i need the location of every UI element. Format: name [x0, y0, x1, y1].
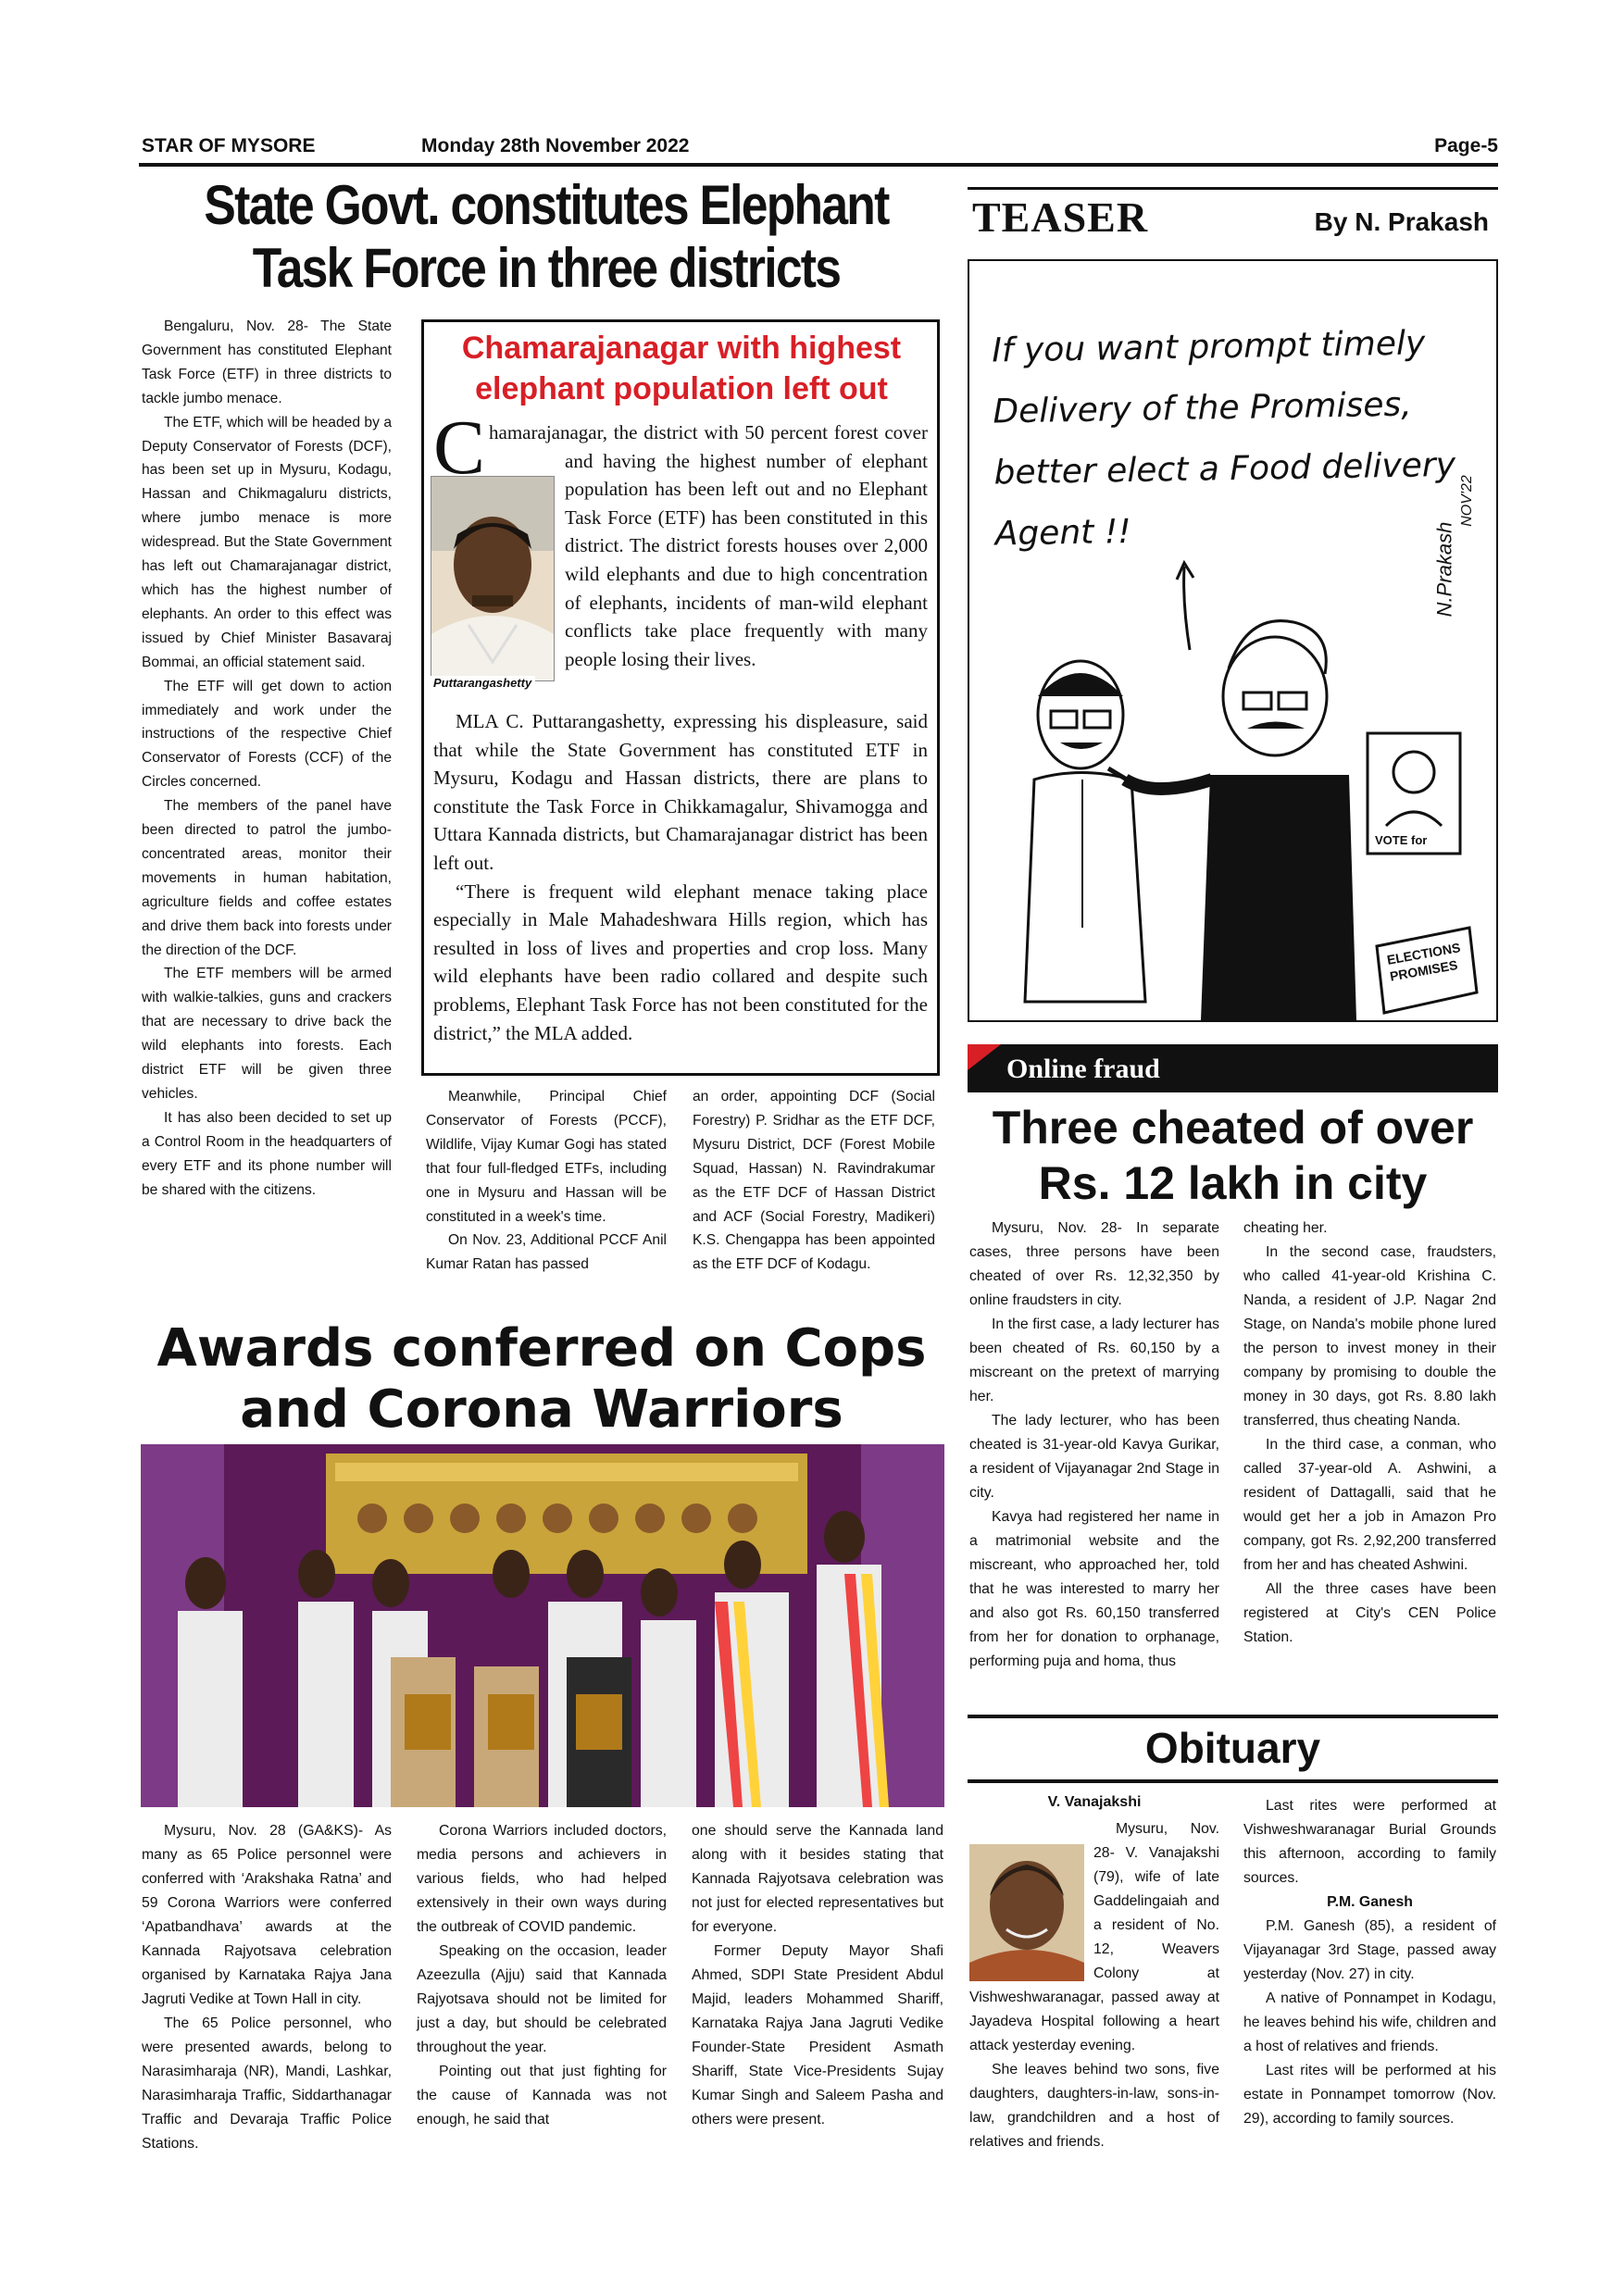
awards-photo: [141, 1444, 944, 1807]
fraud-paragraph: In the third case, a conman, who called 37-year-old A. Ashwini, a resident of Dattagalli, said that he would get her a job in Amazon Pro company, got Rs. 2,92,200 transferred from her and has cheated Ashwini.: [1243, 1437, 1496, 1573]
teaser-byline: By N. Prakash: [1314, 207, 1489, 236]
box-lead: hamarajanagar, the district with 50 percent forest cover and having the highest number of elephant population has been left out and no Elephant Task Force (ETF) has been constituted in this district. The district forests houses over 2,000 wild elephants and due to high concentration of elephants, incidents of man-wild elephant conflicts take place frequently with many people losing their lives.: [489, 421, 928, 670]
awards-paragraph: The 65 Police personnel, who were presented awards, belong to Narasimharaja (NR), Mandi, Lashkar, Narasimharaja Traffic, Siddarthanagar Traffic and Devaraja Traffic Police Stations.: [142, 2015, 392, 2152]
story-paragraph: On Nov. 23, Additional PCCF Anil Kumar Ratan has passed: [426, 1232, 667, 1273]
awards-column-1: [142, 1819, 392, 2156]
cartoon-drawing: [969, 261, 1496, 1020]
fraud-paragraph: All the three cases have been registered at City's CEN Police Station.: [1243, 1581, 1496, 1645]
obituary-paragraph: Mysuru, Nov. 28- V. Vanajakshi (79), wife of late Gaddelingaiah and a resident of No. 12, Weavers Colony at Vishweshwaranagar, passed away at Jayadeva Hospital following a heart attack yesterday evening.: [969, 1821, 1219, 2053]
fraud-column-2: [1243, 1217, 1496, 1650]
masthead: [142, 131, 1498, 163]
issue-date: Monday 28th November 2022: [421, 135, 690, 156]
story-paragraph: The ETF members will be armed with walkie-talkies, guns and crackers that are necessary to drive back the wild elephants into forests. Each district ETF will be given three vehicles.: [142, 966, 392, 1102]
online-fraud-label: Online fraud: [1006, 1054, 1160, 1084]
obituary-paragraph: Last rites will be performed at his estate in Ponnampet tomorrow (Nov. 29), according to family sources.: [1243, 2063, 1496, 2127]
fraud-paragraph: Mysuru, Nov. 28- In separate cases, three persons have been cheated of over Rs. 12,32,350 by online fraudsters in city.: [969, 1220, 1219, 1308]
obituary-rule-top: [968, 1715, 1498, 1718]
box-lead-text: [433, 405, 928, 1047]
awards-paragraph: Pointing out that just fighting for the cause of Kannada was not enough, he said that: [417, 2064, 667, 2128]
cartoon-signature: N.Prakash: [1432, 521, 1456, 618]
fraud-paragraph: The lady lecturer, who has been cheated is 31-year-old Kavya Gurikar, a resident of Vijayanagar 2nd Stage in city.: [969, 1413, 1219, 1501]
story-paragraph: The ETF will get down to action immediately and work under the instructions of the respective Chief Conservator of Forests (CCF) of the Circles concerned.: [142, 678, 392, 791]
paper-name: STAR OF MYSORE: [142, 135, 316, 156]
masthead-rule: [139, 163, 1498, 167]
story-paragraph: The ETF, which will be headed by a Deputy Conservator of Forests (DCF), has been set up in Mysuru, Kodagu, Hassan and Chikmagaluru districts, where jumbo menace is more widespread. But the State Government has left out Chamarajanagar district, which has the highest number of elephants. An order to this effect was issued by Chief Minister Basavaraj Bommai, an official statement said.: [142, 414, 392, 670]
obituary-paragraph: Last rites were performed at Vishweshwaranagar Burial Grounds this afternoon, according to family sources.: [1243, 1798, 1496, 1886]
page-number: Page-5: [1434, 135, 1498, 156]
awards-column-2: [417, 1819, 667, 2132]
elephant-story-column-1: [142, 315, 392, 1203]
awards-column-3: [692, 1819, 943, 2132]
elephant-task-force-headline: State Govt. constitutes Elephant Task Force in three districts: [204, 174, 889, 299]
fraud-paragraph: In the second case, fraudsters, who called 41-year-old Krishina C. Nanda, a resident of J.P. Nagar 2nd Stage, on Nanda's mobile phone lured the person to invest money in their company by promising to double the money in 30 days, got Rs. 8.80 lakh transferred, thus cheating Nanda.: [1243, 1244, 1496, 1429]
story-paragraph: Bengaluru, Nov. 28- The State Government has constituted Elephant Task Force (ETF) in three districts to tackle jumbo menace.: [142, 318, 392, 406]
obituary-paragraph: A native of Ponnampet in Kodagu, he leaves behind his wife, children and a host of relatives and friends.: [1243, 1990, 1496, 2054]
box-paragraph: MLA C. Puttarangashetty, expressing his displeasure, said that while the State Government has constituted ETF in Mysuru, Kodagu and Hassan districts, there are plans to constitute the Task Force in Chikkamagalur, Shivamogga and Uttara Kannada districts, but Chamarajanagar district has been left out.: [433, 710, 928, 874]
obituary-paragraph: P.M. Ganesh (85), a resident of Vijayanagar 3rd Stage, passed away yesterday (Nov. 27) in city.: [1243, 1918, 1496, 1982]
fraud-column-1: [969, 1217, 1219, 1674]
obituary-rule-bottom: [968, 1779, 1498, 1783]
obituary-paragraph: She leaves behind two sons, five daughters, daughters-in-law, sons-in-law, grandchildren and a host of relatives and friends.: [969, 2062, 1219, 2150]
fraud-paragraph: cheating her.: [1243, 1220, 1328, 1236]
obituary-name-2: P.M. Ganesh: [1327, 1894, 1413, 1910]
awards-paragraph: Speaking on the occasion, leader Azeezulla (Ajju) said that Kannada Rajyotsava should not be limited for just a day, but should be celebrated throughout the year.: [417, 1943, 667, 2055]
fraud-paragraph: In the first case, a lady lecturer has been cheated of Rs. 60,150 by a miscreant on the pretext of marrying her.: [969, 1316, 1219, 1404]
awards-paragraph: Corona Warriors included doctors, media persons and achievers in various fields, who had helped extensively in their own ways during the outbreak of COVID pandemic.: [417, 1823, 667, 1935]
story-paragraph: an order, appointing DCF (Social Forestry) P. Sridhar as the ETF DCF, Mysuru District, DCF (Forest Mobile Squad, Hassan) N. Ravindrakumar as the ETF DCF of Hassan District and ACF (Social Forestry, Madikeri) K.S. Chengappa has been appointed as the ETF DCF of Kodagu.: [693, 1089, 935, 1273]
story-paragraph: The members of the panel have been directed to patrol the jumbo-concentrated areas, monitor their movements in human habitation, agriculture fields and coffee estates and drive them back into forests under the direction of the DCF.: [142, 798, 392, 958]
obituary-title: Obituary: [1144, 1724, 1321, 1772]
elephant-story-column-3: [693, 1085, 935, 1277]
photo-caption: Puttarangashetty: [430, 676, 535, 690]
chamarajanagar-headline: Chamarajanagar with highest elephant population left out: [461, 331, 902, 406]
story-paragraph: It has also been decided to set up a Control Room in the headquarters of every ETF and its phone number will be shared with the citizens.: [142, 1109, 392, 1198]
elephant-story-column-2: [426, 1085, 667, 1277]
cartoon-poster-text: VOTE for: [1375, 833, 1428, 847]
obituary-wrap-spacer: [969, 1817, 1093, 1986]
teaser-rule: [968, 187, 1498, 190]
cartoon-sign-text: ELECTIONS PROMISES: [1385, 940, 1462, 984]
fraud-paragraph: Kavya had registered her name in a matrimonial website and the miscreant, who approached her, told that he was interested to marry her and also got Rs. 60,150 transferred from her for donation to orphanage, performing puja and homa, thus: [969, 1509, 1219, 1669]
drop-cap: C: [433, 405, 486, 491]
awards-paragraph: Former Deputy Mayor Shafi Ahmed, SDPI State President Abdul Majid, leaders Mohammed Shariff, Karnataka Rajya Jana Jagruti Vedike Founder-State President Asmath Shariff, State Vice-Presidents Sujay Kumar Singh and Saleem Pasha and others were present.: [692, 1943, 943, 2128]
cartoon-speech-text: If you want prompt timely Delivery of the Promises, better elect a Food delivery Agent !!: [991, 324, 1456, 554]
obituary-column-2: [1243, 1794, 1496, 2131]
three-cheated-headline: Three cheated of over Rs. 12 lakh in city: [992, 1102, 1474, 1209]
box-paragraph: “There is frequent wild elephant menace taking place especially in Male Mahadeshwara Hills region, which has resulted in loss of lives and properties and crop loss. Many wild elephants have been radio collared and despite such problems, Elephant Task Force has not been constituted for the district,” the MLA added.: [433, 880, 928, 1044]
cartoon-date-mark: NOV'22: [1458, 475, 1475, 527]
awards-paragraph: one should serve the Kannada land along with it besides stating that Kannada Rajyotsava celebration was not just for elected representatives but for everyone.: [692, 1823, 943, 1935]
online-fraud-label-bar: [968, 1044, 1498, 1092]
teaser-title: TEASER: [972, 193, 1149, 241]
obituary-column-1: [969, 1817, 1219, 2154]
teaser-cartoon: [968, 259, 1498, 1022]
story-paragraph: Meanwhile, Principal Chief Conservator of Forests (PCCF), Wildlife, Vijay Kumar Gogi has stated that four full-fledged ETFs, including one in Mysuru and Hassan will be constituted in a week's time.: [426, 1089, 667, 1225]
awards-paragraph: Mysuru, Nov. 28 (GA&KS)- As many as 65 Police personnel were conferred with ‘Arakshaka Ratna’ and 59 Corona Warriors were conferred ‘Apatbandhava’ awards at the Kannada Rajyotsava celebration organised by Karnataka Rajya Jana Jagruti Vedike at Town Hall in city.: [142, 1823, 392, 2007]
obituary-name-1: V. Vanajakshi: [1047, 1794, 1142, 1810]
chamarajanagar-box: [421, 319, 940, 1076]
awards-headline: Awards conferred on Cops and Corona Warriors: [156, 1318, 927, 1440]
red-corner-flag: [968, 1044, 1001, 1070]
box-wrap-spacer: [433, 474, 565, 707]
